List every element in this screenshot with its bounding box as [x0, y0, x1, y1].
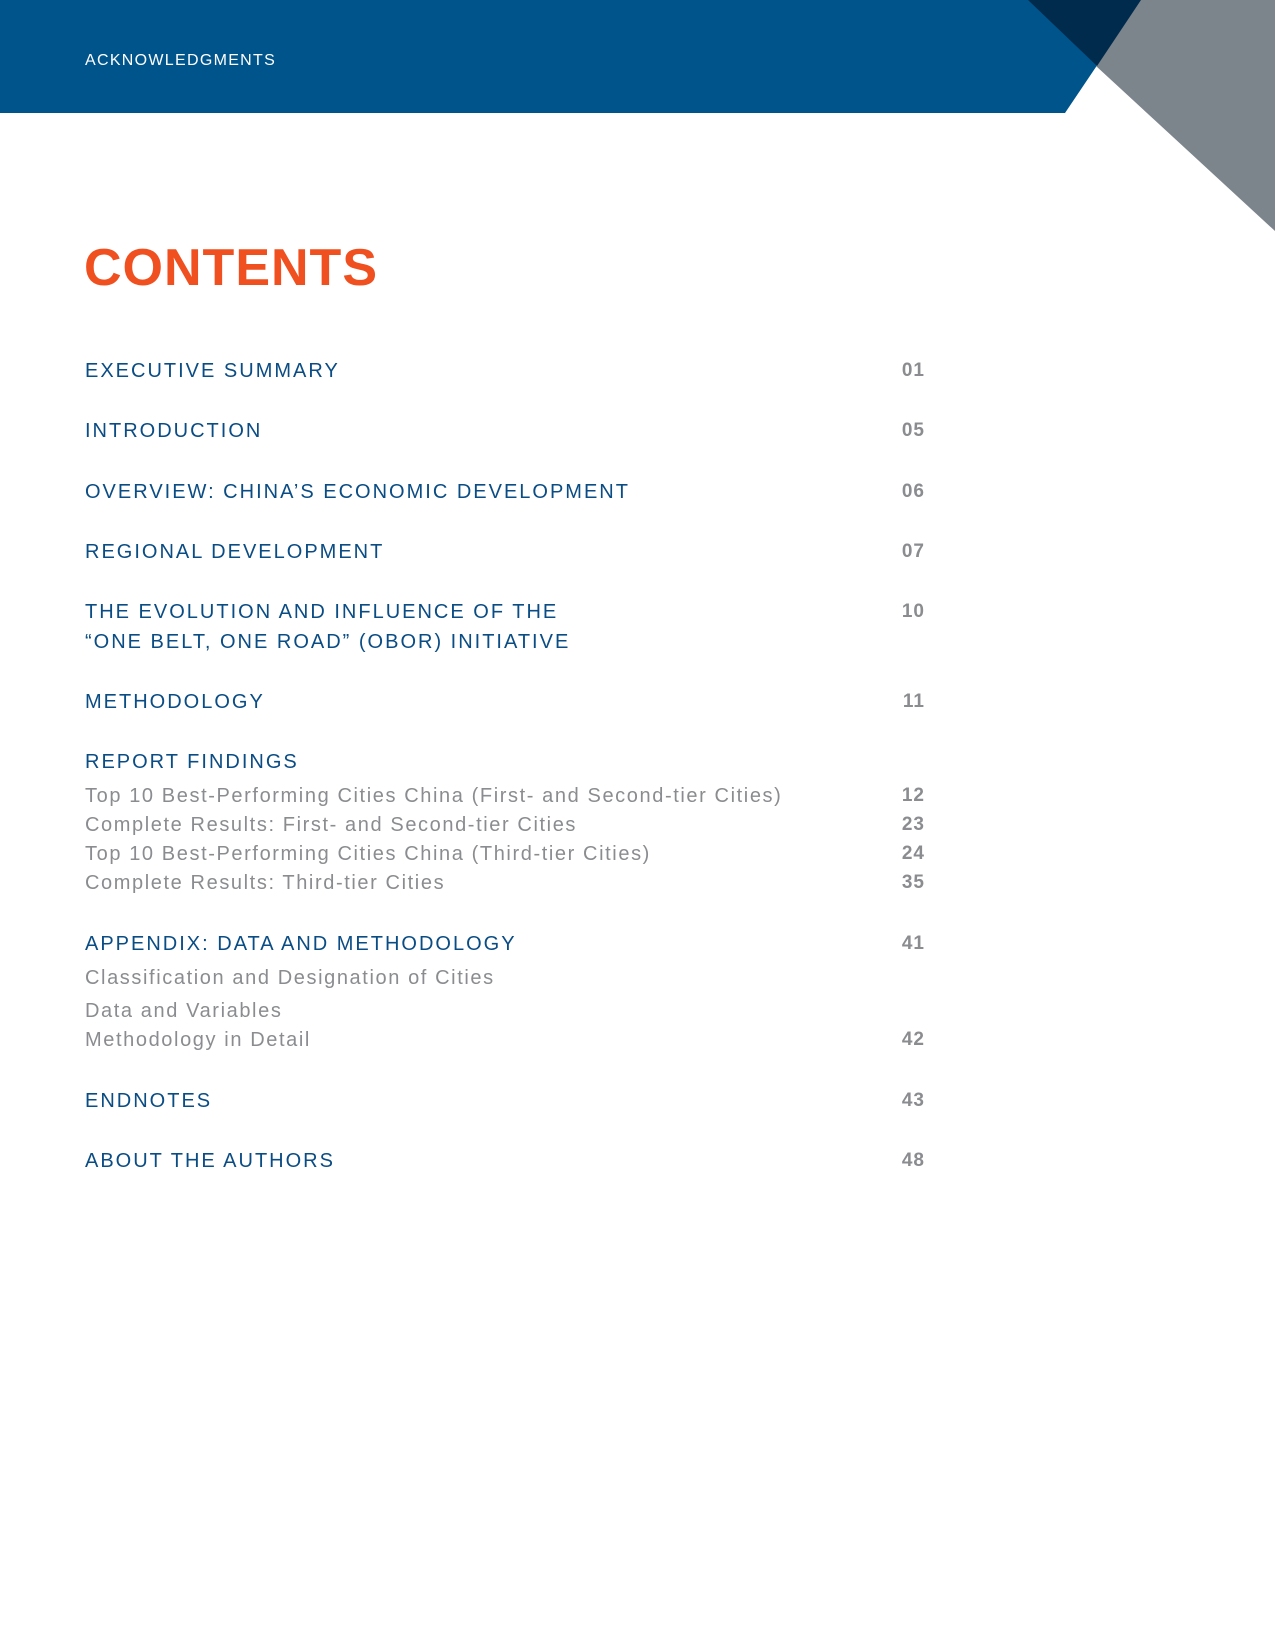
toc-subentry [85, 810, 925, 840]
toc-page-number: 06 [901, 481, 925, 502]
toc-subentry [85, 996, 925, 1026]
toc-entry-label: METHODOLOGY [85, 691, 265, 713]
toc-entry-regional-development [85, 537, 925, 567]
toc-page-number: 12 [901, 785, 925, 806]
toc-page-number: 11 [902, 691, 925, 712]
toc-entry-label: REGIONAL DEVELOPMENT [85, 541, 385, 563]
toc-page-number: 24 [901, 843, 925, 864]
toc-page-number: 35 [901, 872, 925, 893]
toc-entry-obor-line2 [85, 627, 925, 657]
toc-entry-label: INTRODUCTION [85, 420, 263, 442]
header-banner [0, 0, 1275, 240]
toc-subentry-label: Complete Results: Third-tier Cities [85, 872, 446, 894]
toc-entry-overview [85, 477, 925, 507]
toc-subentry-label: Complete Results: First- and Second-tier Cities [85, 814, 578, 836]
toc-entry-appendix [85, 929, 925, 959]
toc-subentry-label: Classification and Designation of Cities [85, 967, 495, 989]
toc-page-number: 42 [901, 1029, 925, 1050]
toc-page-number: 05 [901, 420, 925, 441]
toc-subentry-label: Methodology in Detail [85, 1029, 311, 1051]
toc-subentry [85, 839, 925, 869]
toc-subentry [85, 781, 925, 811]
toc-entry-label: OVERVIEW: CHINA’S ECONOMIC DEVELOPMENT [85, 481, 630, 503]
toc-page-number: 23 [901, 814, 925, 835]
section-header-label: ACKNOWLEDGMENTS [85, 52, 277, 69]
toc-entry-executive-summary [85, 356, 925, 386]
toc-entry-label: ABOUT THE AUTHORS [85, 1150, 335, 1172]
toc-page-number: 01 [901, 360, 925, 381]
toc-page-number: 41 [901, 933, 925, 954]
toc-entry-about-the-authors [85, 1146, 925, 1176]
toc-entry-obor [85, 597, 925, 627]
toc-entry-label: “ONE BELT, ONE ROAD” (OBOR) INITIATIVE [85, 631, 571, 653]
toc-entry-introduction [85, 416, 925, 446]
toc-page-number: 48 [901, 1150, 925, 1171]
toc-subentry-label: Data and Variables [85, 1000, 283, 1022]
toc-page-number: 10 [901, 601, 925, 622]
toc-subentry-label: Top 10 Best-Performing Cities China (First- and Second-tier Cities) [85, 785, 783, 807]
toc-subentry [85, 963, 925, 993]
toc-entry-label: THE EVOLUTION AND INFLUENCE OF THE [85, 601, 559, 623]
toc-page-number: 43 [901, 1090, 925, 1111]
toc-subentry-label: Top 10 Best-Performing Cities China (Third-tier Cities) [85, 843, 651, 865]
toc-subentry [85, 868, 925, 898]
toc-entry-label: APPENDIX: DATA AND METHODOLOGY [85, 933, 517, 955]
toc-subentry [85, 1025, 925, 1055]
toc-page-number: 07 [901, 541, 925, 562]
toc-entry-methodology [85, 687, 925, 717]
toc-entry-label: EXECUTIVE SUMMARY [85, 360, 340, 382]
toc-entry-endnotes [85, 1086, 925, 1116]
toc-entry-report-findings [85, 747, 925, 777]
toc-entry-label: ENDNOTES [85, 1090, 213, 1112]
page-title: CONTENTS [84, 239, 378, 297]
gray-triangle [1096, 0, 1275, 231]
toc-entry-label: REPORT FINDINGS [85, 751, 299, 773]
